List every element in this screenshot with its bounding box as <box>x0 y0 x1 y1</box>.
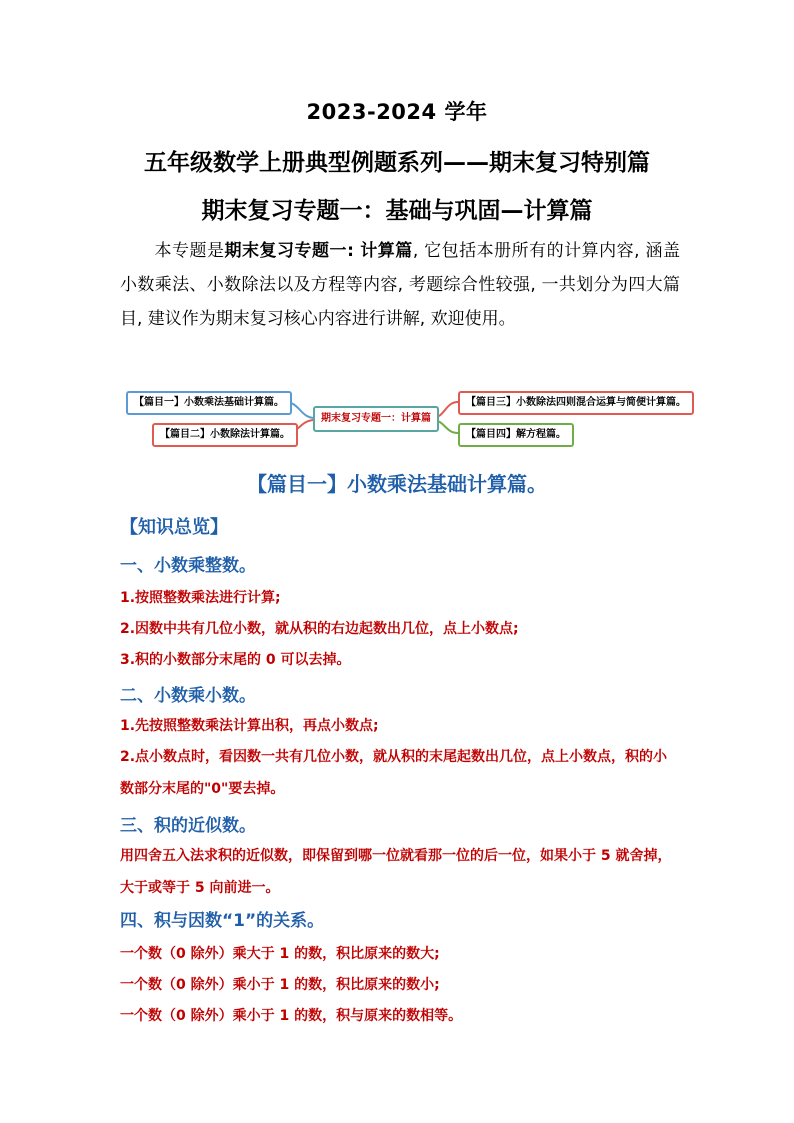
document-subtitle: 期末复习专题一：基础与巩固—计算篇 <box>201 198 593 224</box>
part-4-title: 四、积与因数“1”的关系。 <box>120 911 325 931</box>
part-3-title: 三、积的近似数。 <box>120 816 256 836</box>
part-4-line-2: 一个数（0 除外）乘小于 1 的数，积比原来的数小; <box>120 977 440 993</box>
document-title: 五年级数学上册典型例题系列——期末复习特别篇 <box>144 150 650 176</box>
part-2-title: 二、小数乘小数。 <box>120 686 256 706</box>
part-1-title: 一、小数乘整数。 <box>120 556 256 576</box>
part-4-line-3: 一个数（0 除外）乘小于 1 的数，积与原来的数相等。 <box>120 1008 463 1024</box>
intro-prefix: 本专题是 <box>154 241 225 261</box>
part-1-line-3: 3.积的小数部分末尾的 0 可以去掉。 <box>120 652 351 668</box>
mindmap-item-2: 【篇目二】小数除法计算篇。 <box>152 423 298 447</box>
mindmap-diagram <box>120 378 700 453</box>
part-2-line-1: 1.先按照整数乘法计算出积，再点小数点; <box>120 718 379 734</box>
part-4-line-1: 一个数（0 除外）乘大于 1 的数，积比原来的数大; <box>120 946 440 962</box>
knowledge-overview-heading: 【知识总览】 <box>120 517 228 538</box>
mindmap-center: 期末复习专题一：计算篇 <box>313 406 439 432</box>
intro-bold: 期末复习专题一: 计算篇 <box>224 241 413 261</box>
intro-rest: , 它包括本册所有的计算内容, 涵盖小数乘法、小数除法以及方程等内容, 考题综合性较强, 一共划分为四大篇目, 建议作为期末复习核心内容进行讲解, 欢迎使用。 <box>120 241 681 329</box>
section-heading: 【篇目一】小数乘法基础计算篇。 <box>247 472 547 496</box>
document-year: 2023-2024 学年 <box>306 100 488 124</box>
mindmap-item-3: 【篇目三】小数除法四则混合运算与简便计算篇。 <box>458 391 694 415</box>
part-1-line-1: 1.按照整数乘法进行计算; <box>120 590 281 606</box>
intro-paragraph <box>120 234 680 336</box>
mindmap-item-4: 【篇目四】解方程篇。 <box>458 423 574 447</box>
part-3-line-1: 用四舍五入法求积的近似数，即保留到哪一位就看那一位的后一位，如果小于 5 就舍掉，大于或等于 5 向前进一。 <box>120 848 672 896</box>
part-1-line-2: 2.因数中共有几位小数，就从积的右边起数出几位，点上小数点; <box>120 621 519 637</box>
part-2-line-2: 2.点小数点时，看因数一共有几位小数，就从积的末尾起数出几位，点上小数点，积的小数部分末尾的"0"要去掉。 <box>120 749 668 797</box>
mindmap-item-1: 【篇目一】小数乘法基础计算篇。 <box>126 391 292 415</box>
